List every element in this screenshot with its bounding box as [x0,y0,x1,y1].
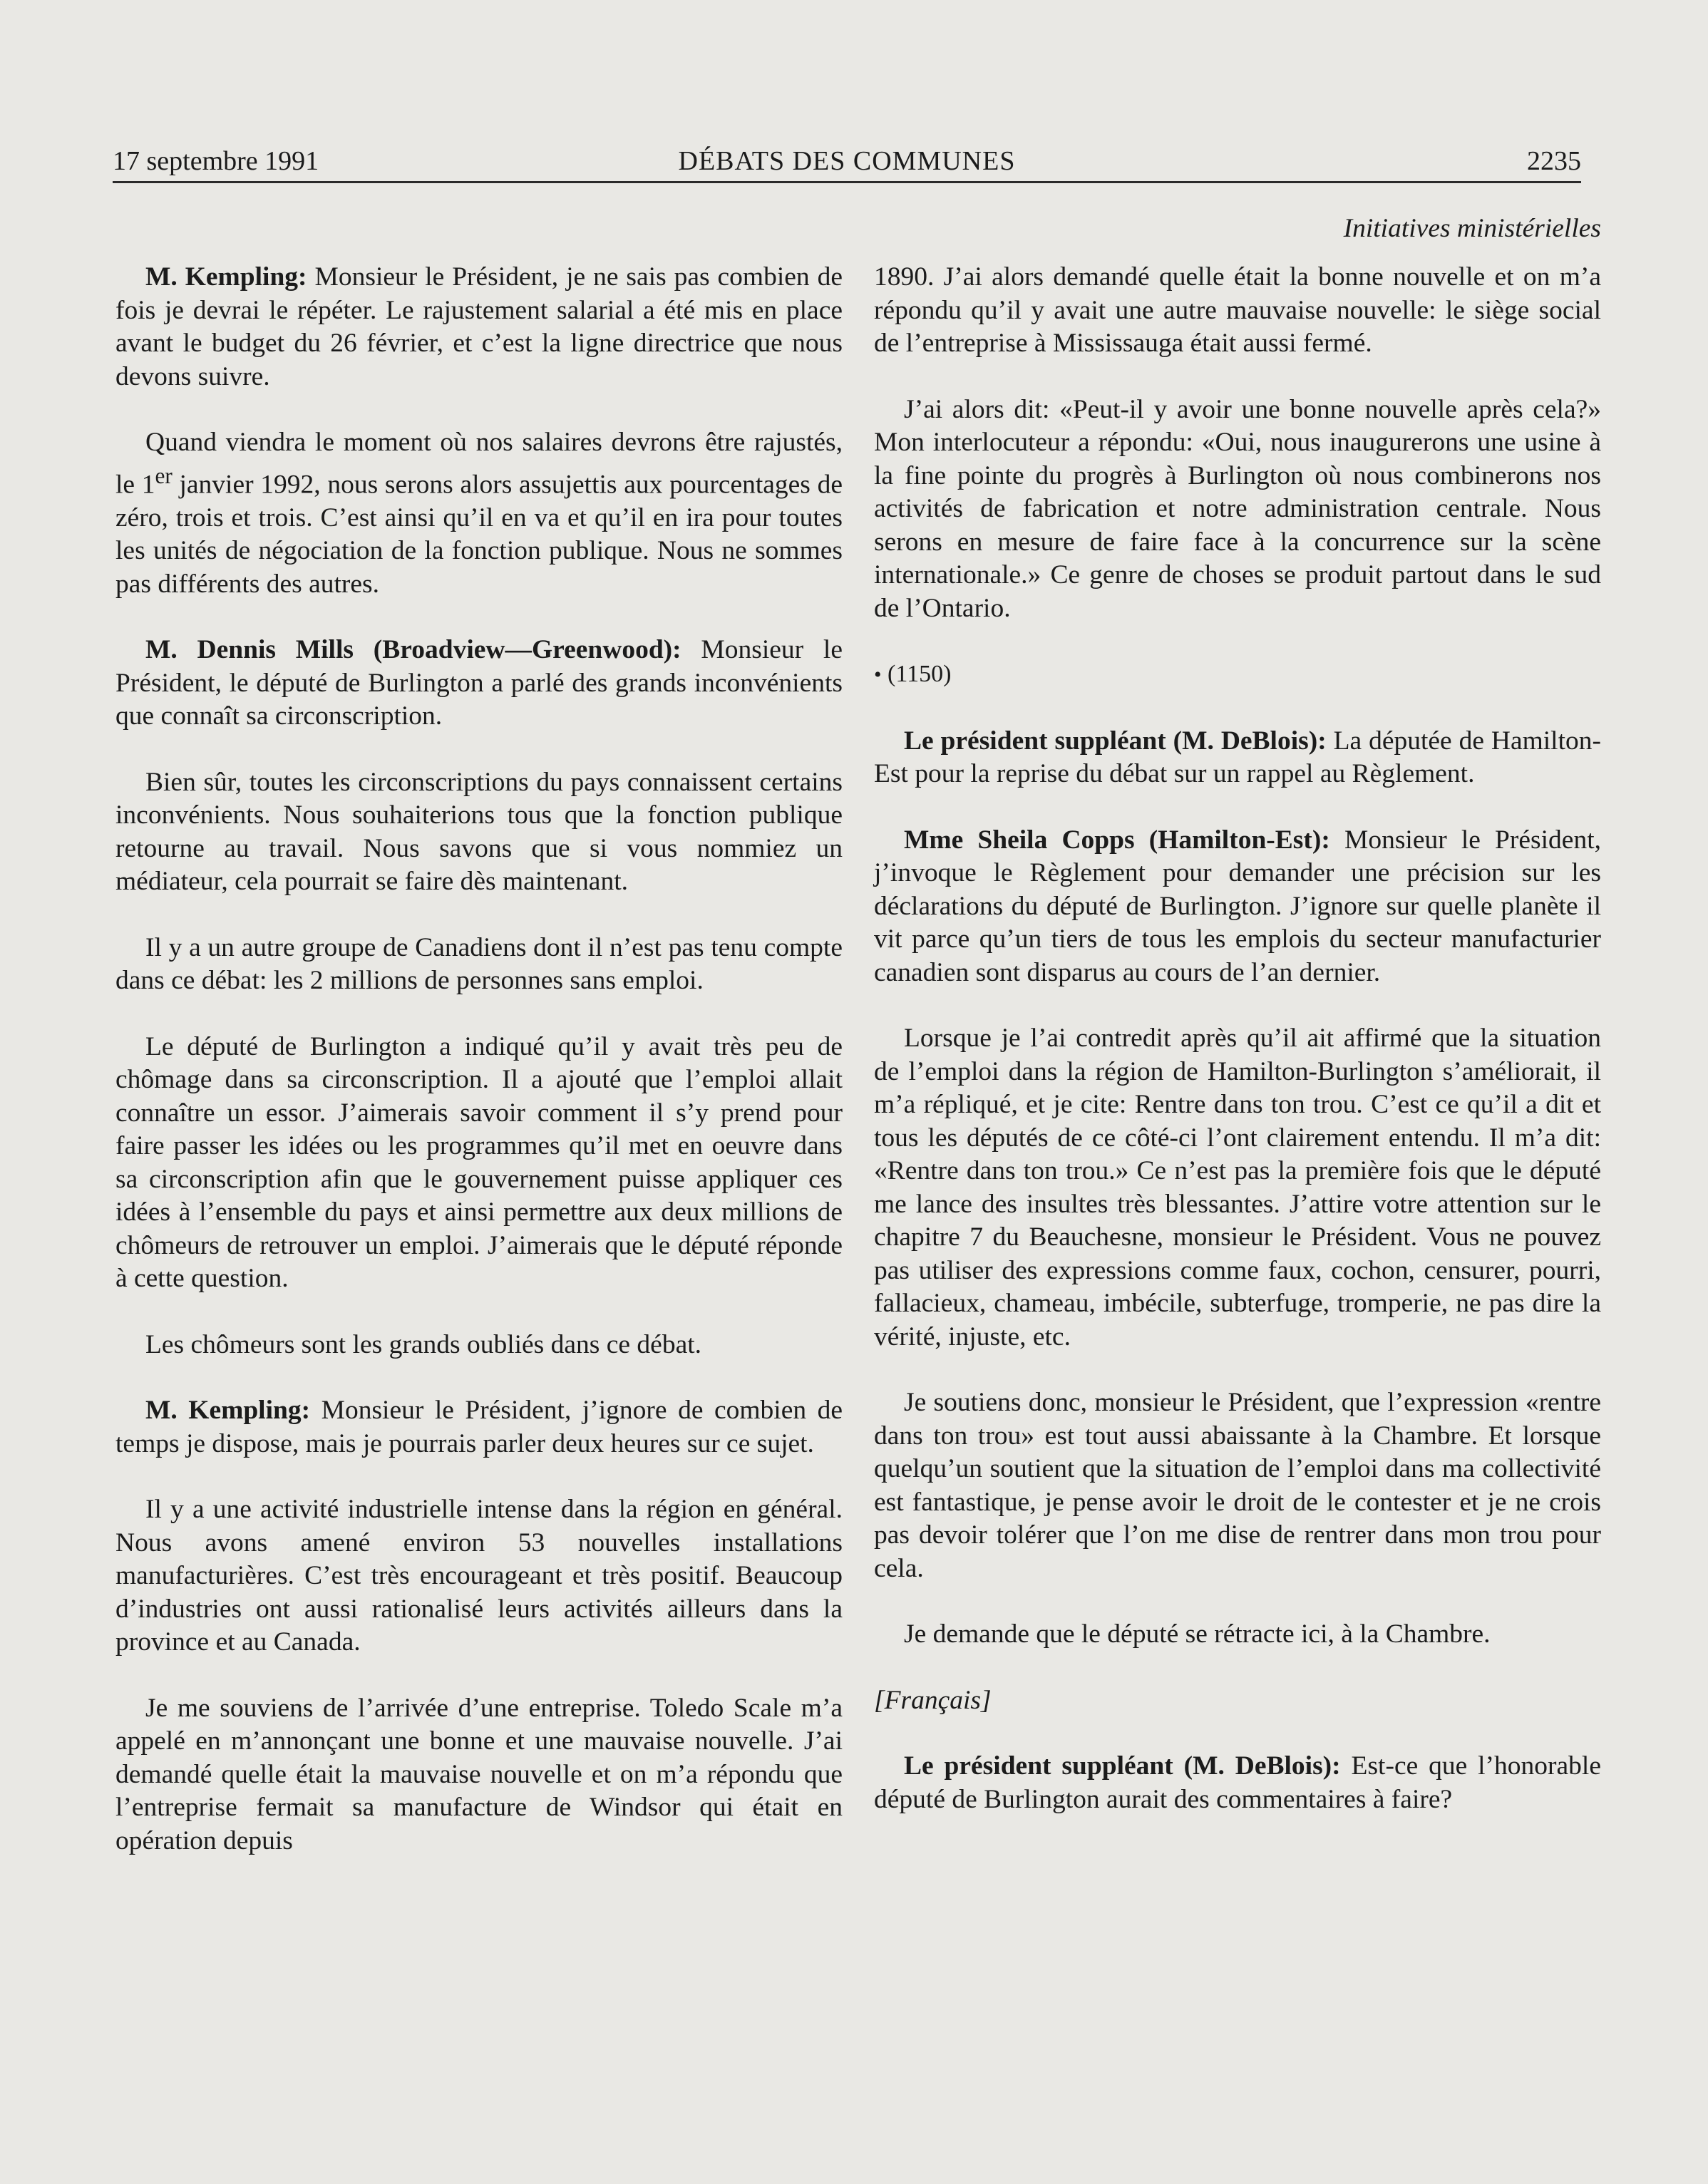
header-date: 17 septembre 1991 [113,146,319,176]
paragraph: M. Dennis Mills (Broadview—Greenwood): Monsieur le Président, le député de Burlington a parlé des grands inconvénients que connaît sa circonscription. [115,635,843,731]
paragraph: Mme Sheila Copps (Hamilton-Est): Monsieur le Président, j’invoque le Règlement pour demander une précision sur les déclarations du député de Burlington. J’ignore sur quelle planète il vit parce qu’un tiers de tous les emplois du secteur manufacturier canadien sont disparus au cours de l’an dernier. [874,825,1601,987]
paragraph: M. Kempling: Monsieur le Président, j’ignore de combien de temps je dispose, mais je pourrais parler deux heures sur ce sujet. [115,1396,843,1458]
left-column [115,261,843,1890]
speaker-name: M. Kempling: [145,262,307,292]
header-title: DÉBATS DES COMMUNES [678,146,1016,176]
paragraph: Il y a un autre groupe de Canadiens dont il n’est pas tenu compte dans ce débat: les 2 millions de personnes sans emploi. [115,932,843,995]
paragraph: Le président suppléant (M. DeBlois): Est-ce que l’honorable député de Burlington aurait des commentaires à faire? [874,1751,1601,1814]
bullet-icon: • [874,663,882,686]
section-label: Initiatives ministérielles [1343,214,1601,243]
paragraph: Il y a une activité industrielle intense dans la région en général. Nous avons amené environ 53 nouvelles installations manufacturières. C’est très encourageant et très positif. Beaucoup d’industries ont aussi rationalisé leurs activités ailleurs dans la province et au Canada. [115,1495,843,1657]
speaker-name: Le président suppléant (M. DeBlois): [904,1751,1341,1781]
language-tag: [Français] [874,1685,992,1715]
paragraph: 1890. J’ai alors demandé quelle était la bonne nouvelle et on m’a répondu qu’il y avait une autre mauvaise nouvelle: le siège social de l’entreprise à Mississauga était aussi fermé. [874,262,1601,358]
paragraph: Je soutiens donc, monsieur le Président, que l’expression «rentre dans ton trou» est tout aussi abaissante à la Chambre. Et lorsque quelqu’un soutient que la situation de l’emploi dans ma collectivité est fantastique, je pense avoir le droit de le contester et je ne crois pas devoir tolérer que l’on me dise de rentrer dans mon trou pour cela. [874,1388,1601,1583]
paragraph: Je me souviens de l’arrivée d’une entreprise. Toledo Scale m’a appelé en m’annonçant une bonne et une mauvaise nouvelle. J’ai demandé quelle était la mauvaise nouvelle et on m’a répondu que l’entreprise fermait sa manufacture de Windsor qui était en opération depuis [115,1693,843,1855]
right-column [874,261,1601,1849]
speaker-name: M. Dennis Mills (Broadview—Greenwood): [145,635,681,664]
paragraph: Je demande que le député se rétracte ici, à la Chambre. [904,1619,1491,1649]
header-rule [113,181,1581,183]
page-header [113,140,1581,182]
speaker-name: Le président suppléant (M. DeBlois): [904,726,1327,756]
page-number: 2235 [1527,146,1581,176]
superscript: er [155,463,173,488]
paragraph: M. Kempling: Monsieur le Président, je ne sais pas combien de fois je devrai le répéter. Le rajustement salarial a été mis en place avant le budget du 26 février, et c’est la ligne directrice que nous devons suivre. [115,262,843,391]
paragraph: Le président suppléant (M. DeBlois): La députée de Hamilton-Est pour la reprise du débat sur un rappel au Règlement. [874,726,1601,788]
speaker-name: M. Kempling: [145,1396,311,1425]
time-text: (1150) [888,661,952,687]
speaker-name: Mme Sheila Copps (Hamilton-Est): [904,825,1330,855]
time-marker [874,658,1601,692]
paragraph: Les chômeurs sont les grands oubliés dans ce débat. [145,1329,702,1359]
paragraph: Le député de Burlington a indiqué qu’il y avait très peu de chômage dans sa circonscription. Il a ajouté que l’emploi allait connaître un essor. J’aimerais savoir comment il s’y prend pour faire passer les idées ou les programmes qu’il met en oeuvre dans sa circonscription afin que le gouvernement puisse appliquer ces idées à l’ensemble du pays et ainsi permettre aux deux millions de chômeurs de retrouver un emploi. J’aimerais que le député réponde à cette question. [115,1031,843,1293]
paragraph: Lorsque je l’ai contredit après qu’il ait affirmé que la situation de l’emploi dans la région de Hamilton-Burlington s’améliorait, il m’a répliqué, et je cite: Rentre dans ton trou. C’est ce qu’il a dit et tous les députés de ce côté-ci l’ont clairement entendu. Il m’a dit: «Rentre dans ton trou.» Ce n’est pas la première fois que le député me lance des insultes très blessantes. J’attire votre attention sur le chapitre 7 du Beauchesne, monsieur le Président. Vous ne pouvez pas utiliser des expressions comme faux, cochon, censurer, pourri, fallacieux, chameau, imbécile, subterfuge, tromperie, ne pas dire la vérité, injuste, etc. [874,1024,1601,1351]
paragraph: Bien sûr, toutes les circonscriptions du pays connaissent certains inconvénients. Nous souhaiterions tous que la fonction publique retourne au travail. Nous savons que si vous nommiez un médiateur, cela pourrait se faire dès maintenant. [115,767,843,896]
paragraph: J’ai alors dit: «Peut-il y avoir une bonne nouvelle après cela?» Mon interlocuteur a répondu: «Oui, nous inaugurerons une usine à la fine pointe du progrès à Burlington où nous combinerons nos activités de fabrication et notre administration centrale. Nous serons en mesure de faire face à la concurrence sur la scène internationale.» Ce genre de choses se produit partout dans le sud de l’Ontario. [874,394,1601,623]
paragraph: Quand viendra le moment où nos salaires devrons être rajustés, le 1er janvier 1992, nous serons alors assujettis aux pourcentages de zéro, trois et trois. C’est ainsi qu’il en va et qu’il en ira pour toutes les unités de négociation de la fonction publique. Nous ne sommes pas différents des autres. [115,428,843,599]
